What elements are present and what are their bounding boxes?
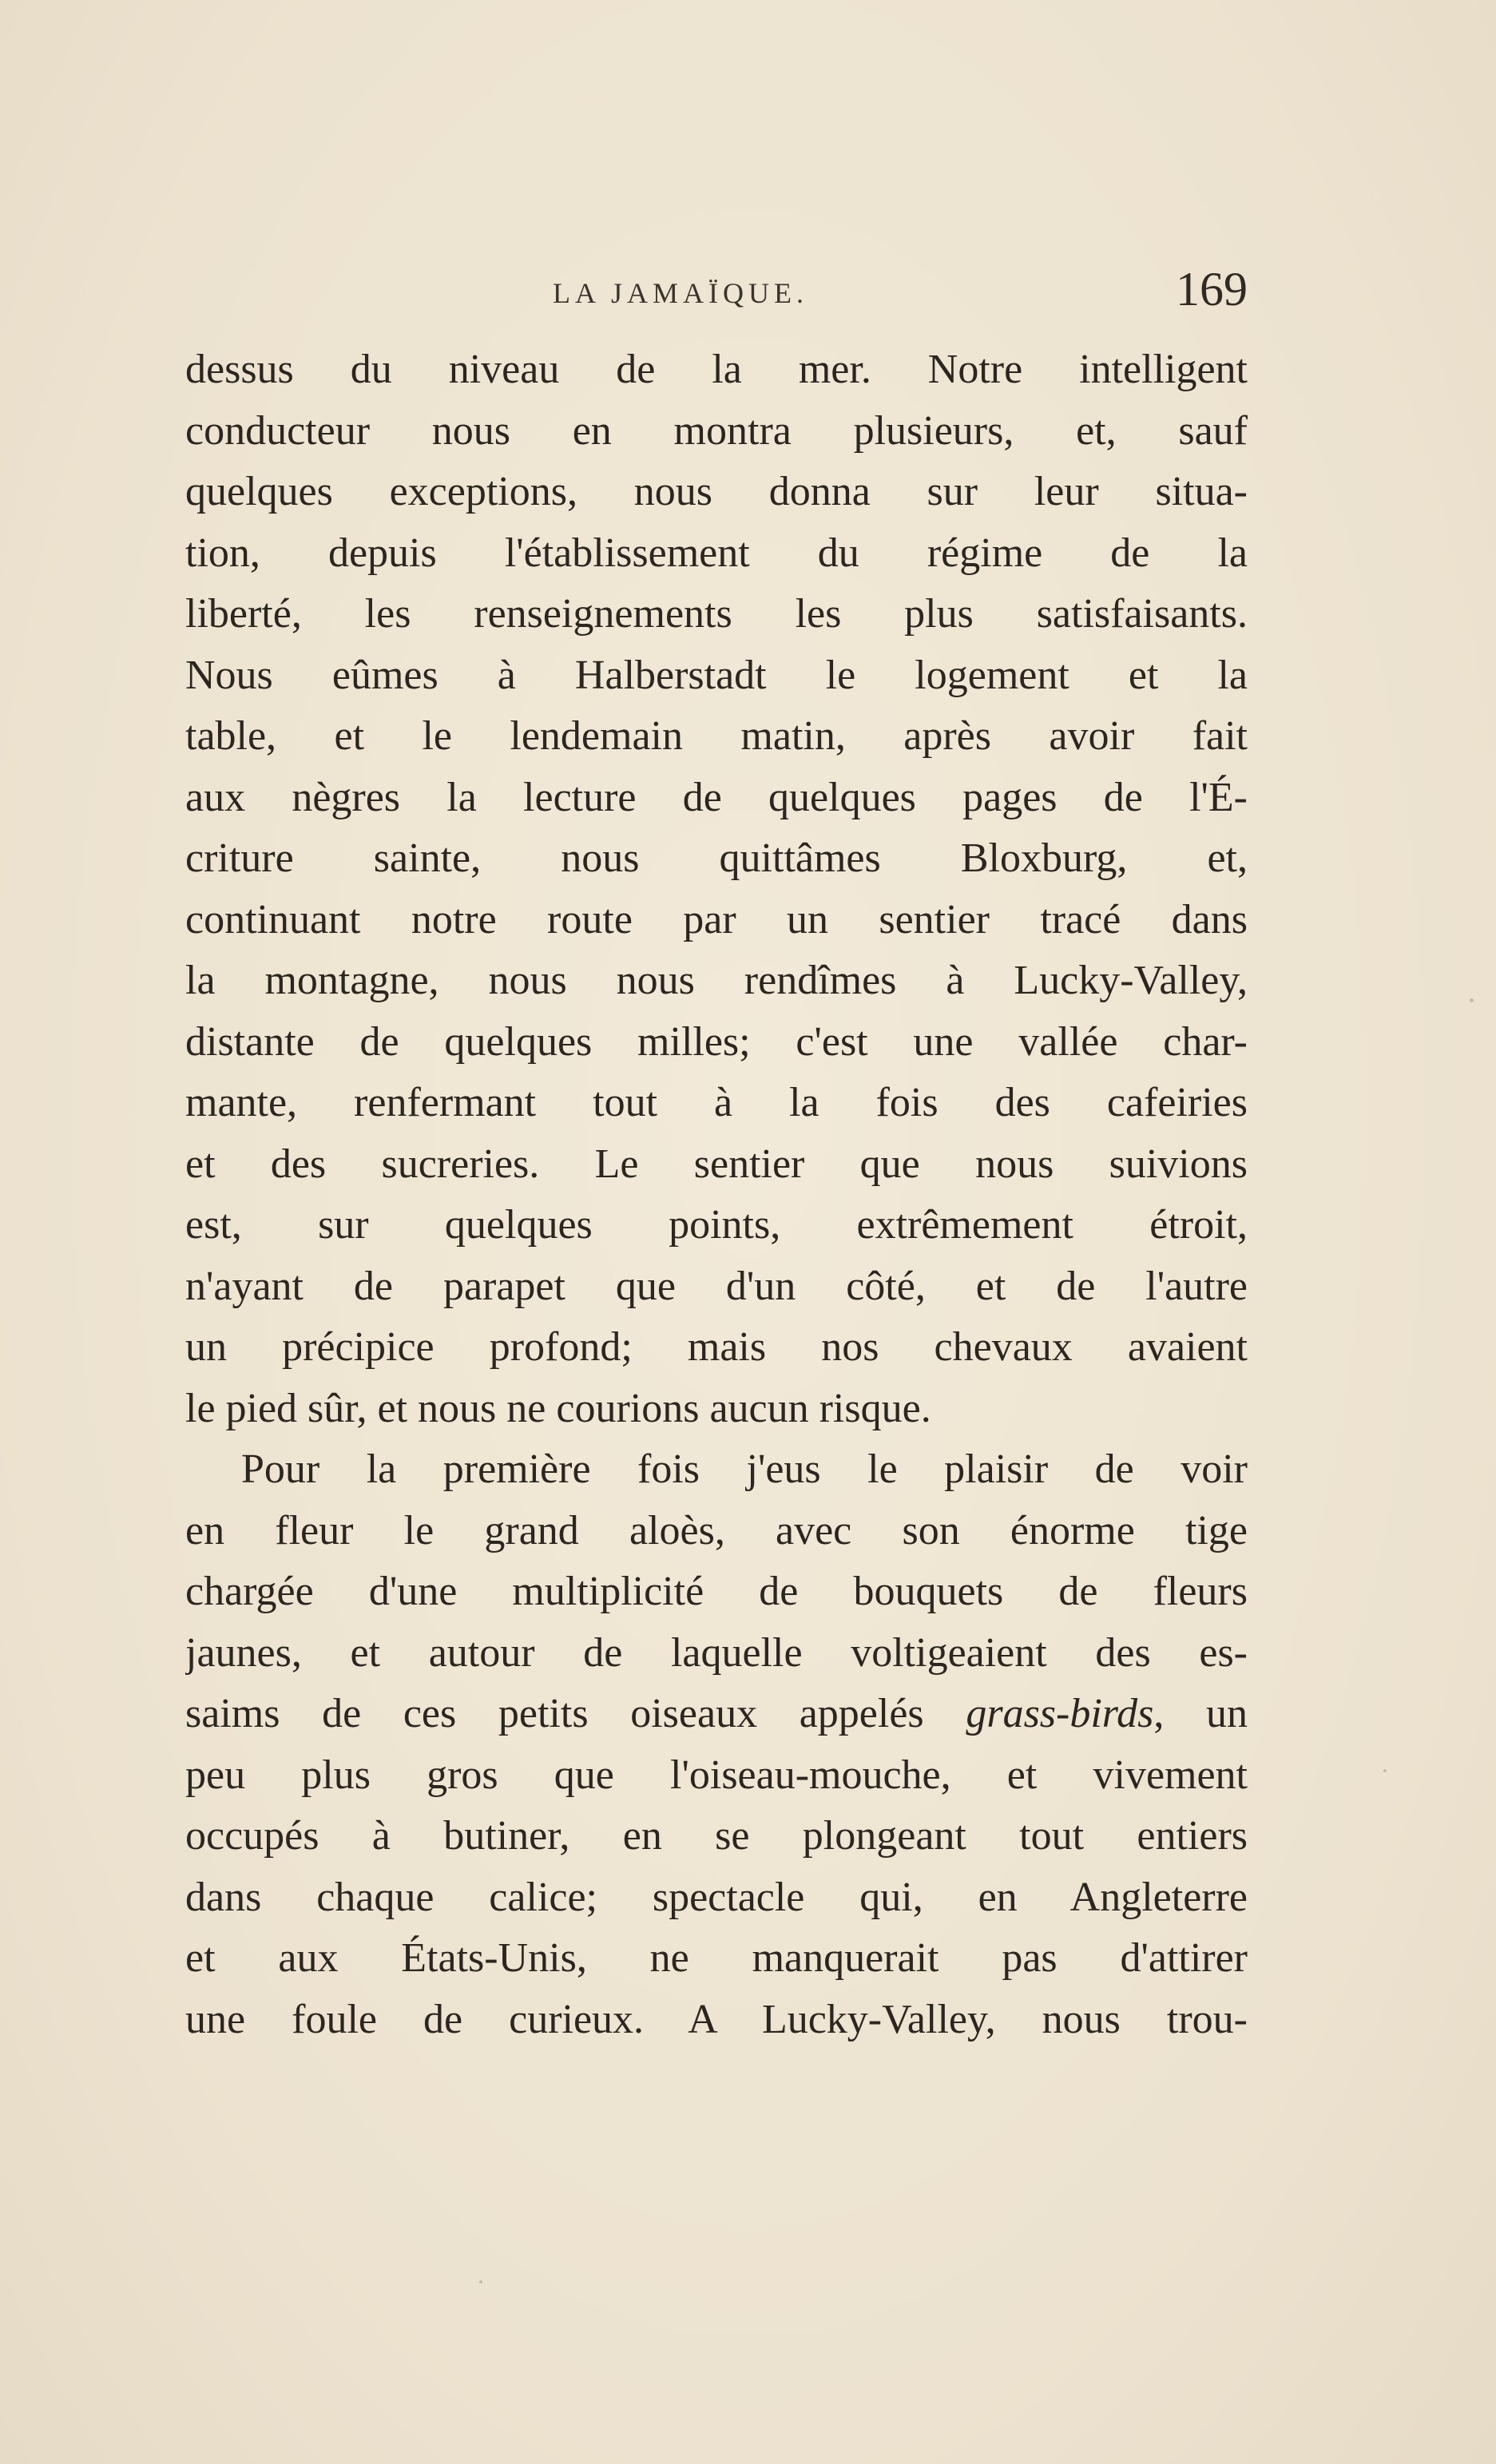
text-line: en fleur le grand aloès, avec son énorme tige — [185, 1507, 1248, 1553]
text-line: conducteur nous en montra plusieurs, et, sauf — [185, 407, 1248, 454]
text-line: table, et le lendemain matin, après avoir fait — [185, 713, 1248, 759]
text-segment: saims de ces petits oiseaux appelés — [185, 1691, 924, 1736]
text-line: et aux États-Unis, ne manquerait pas d'attirer — [185, 1935, 1248, 1981]
text-line: mante, renfermant tout à la fois des cafeiries — [185, 1080, 1248, 1125]
text-line: une foule de curieux. A Lucky-Valley, nous trou- — [185, 1996, 1248, 2042]
running-title: LA JAMAÏQUE. — [553, 277, 808, 309]
text-line: Nous eûmes à Halberstadt le logement et la — [185, 652, 1248, 698]
page-header — [185, 262, 1248, 334]
text-line: chargée d'une multiplicité de bouquets de fleurs — [185, 1569, 1248, 1614]
text-line: quelques exceptions, nous donna sur leur situa- — [185, 469, 1248, 514]
page-number: 169 — [1176, 263, 1248, 315]
body-text — [185, 339, 1248, 2050]
italic-term: grass-birds — [966, 1691, 1154, 1736]
text-line: liberté, les renseignements les plus satisfaisants. — [185, 591, 1248, 637]
text-line: tion, depuis l'établissement du régime de la — [185, 530, 1248, 576]
text-line: peu plus gros que l'oiseau-mouche, et vivement — [185, 1752, 1248, 1798]
text-line: un précipice profond; mais nos chevaux avaient — [185, 1324, 1248, 1370]
text-line: aux nègres la lecture de quelques pages de l'É- — [185, 774, 1248, 820]
paper-speck — [479, 2280, 482, 2283]
text-line: le pied sûr, et nous ne courions aucun risque. — [185, 1385, 931, 1431]
text-line: dans chaque calice; spectacle qui, en Angleterre — [185, 1874, 1248, 1920]
text-line: criture sainte, nous quittâmes Bloxburg, et, — [185, 835, 1248, 881]
text-line: n'ayant de parapet que d'un côté, et de l'autre — [185, 1263, 1248, 1309]
text-line: continuant notre route par un sentier tracé dans — [185, 896, 1248, 942]
paragraph-first-line: Pour la première fois j'eus le plaisir de voir — [241, 1446, 1248, 1492]
paper-speck — [1470, 998, 1474, 1002]
text-segment: , un — [1153, 1691, 1248, 1736]
text-line: et des sucreries. Le sentier que nous suivions — [185, 1141, 1248, 1187]
text-line: distante de quelques milles; c'est une vallée char- — [185, 1018, 1248, 1065]
text-line: dessus du niveau de la mer. Notre intelligent — [185, 347, 1248, 392]
paper-speck — [1383, 1769, 1387, 1772]
text-line: jaunes, et autour de laquelle voltigeaient des es- — [185, 1629, 1248, 1676]
text-line: est, sur quelques points, extrêmement étroit, — [185, 1202, 1248, 1248]
text-line: la montagne, nous nous rendîmes à Lucky-Valley, — [185, 958, 1248, 1003]
text-line-with-italic — [185, 1684, 1248, 1745]
text-line: occupés à butiner, en se plongeant tout entiers — [185, 1813, 1248, 1859]
